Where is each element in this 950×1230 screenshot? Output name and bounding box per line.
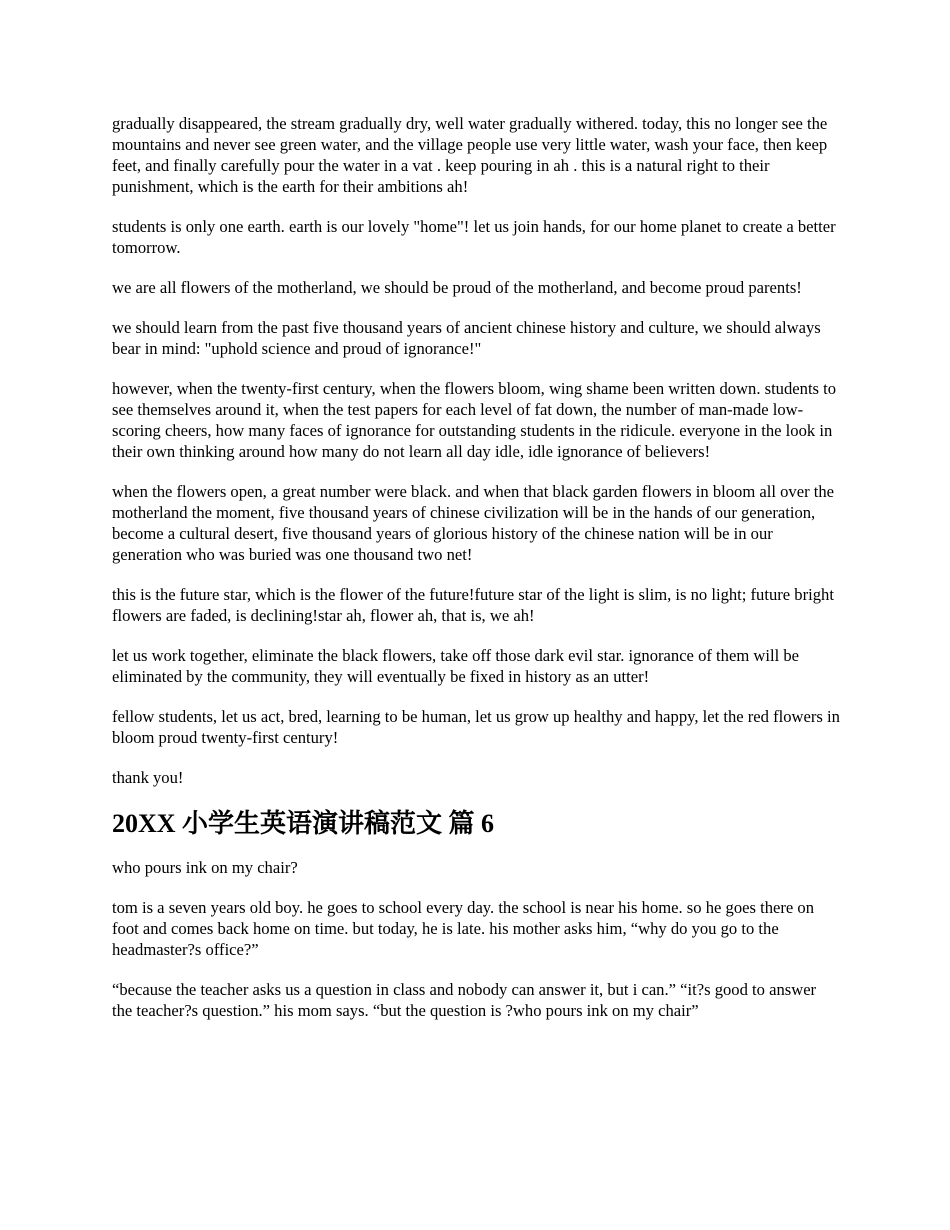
document-page	[112, 113, 840, 1040]
paragraph: however, when the twenty-first century, when the flowers bloom, wing shame been written down. students to see themselves around it, when the test papers for each level of fat down, the number of man-made low-scoring cheers, how many faces of ignorance for outstanding students in the ridicule. everyone in the look in their own thinking around how many do not learn all day idle, idle ignorance of believers!	[112, 379, 837, 461]
paragraph: “because the teacher asks us a question in class and nobody can answer it, but i can.” “it?s good to answer the teacher?s question.” his mom says. “but the question is ?who pours ink on my chair”	[112, 980, 817, 1020]
paragraph: this is the future star, which is the flower of the future!future star of the light is slim, is no light; future bright flowers are faded, is declining!star ah, flower ah, that is, we ah!	[112, 585, 834, 625]
paragraph: we should learn from the past five thousand years of ancient chinese history and culture, we should always bear in mind: "uphold science and proud of ignorance!"	[112, 318, 821, 358]
paragraph: gradually disappeared, the stream gradually dry, well water gradually withered. today, this no longer see the mountains and never see green water, and the village people use very little water, wash your face, then keep feet, and finally carefully pour the water in a vat . keep pouring in ah . this is a natural right to their punishment, which is the earth for their ambitions ah!	[112, 114, 828, 196]
paragraph: students is only one earth. earth is our lovely "home"! let us join hands, for our home planet to create a better tomorrow.	[112, 217, 836, 257]
paragraph: let us work together, eliminate the black flowers, take off those dark evil star. ignorance of them will be eliminated by the community, they will eventually be fixed in history as an utter!	[112, 646, 799, 686]
paragraph: when the flowers open, a great number were black. and when that black garden flowers in bloom all over the motherland the moment, five thousand years of chinese civilization will be in the hands of our generation, become a cultural desert, five thousand years of glorious history of the chinese nation will be in our generation who was buried was one thousand two net!	[112, 482, 835, 564]
paragraph: thank you!	[112, 768, 184, 787]
paragraph: fellow students, let us act, bred, learning to be human, let us grow up healthy and happy, let the red flowers in bloom proud twenty-first century!	[112, 707, 840, 747]
paragraph: tom is a seven years old boy. he goes to school every day. the school is near his home. so he goes there on foot and comes back home on time. but today, he is late. his mother asks him, “why do you go to the headmaster?s office?”	[112, 898, 814, 959]
paragraph: who pours ink on my chair?	[112, 858, 298, 877]
paragraph: we are all flowers of the motherland, we should be proud of the motherland, and become proud parents!	[112, 278, 802, 297]
section-heading: 20XX 小学生英语演讲稿范文 篇 6	[112, 809, 495, 838]
